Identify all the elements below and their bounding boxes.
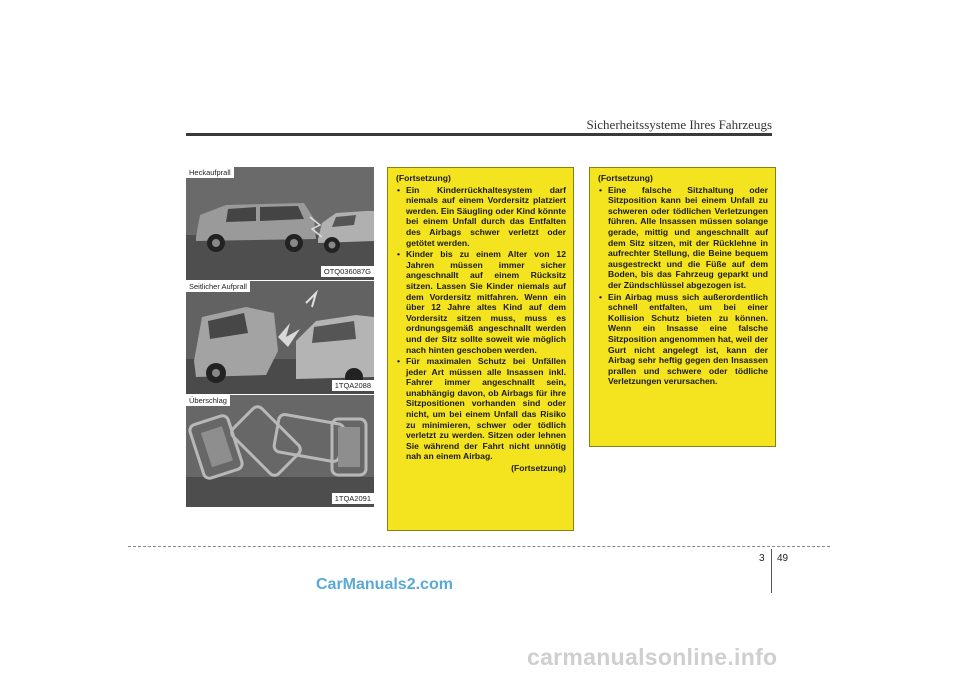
warning-box-left (387, 167, 574, 531)
watermark-carmanuals2: CarManuals2.com (316, 576, 453, 593)
warning-list (396, 185, 566, 462)
warning-item: • Kinder bis zu einem Alter von 12 Jahren müssen immer sicher angeschnallt auf einem Rücksitz sitzen. Lassen Sie Kinder niemals auf dem Vordersitz mitfahren. Wenn ein über 12 Jahre altes Kind auf dem Vordersitz sitzen muss, muss es ordnungsgemäß angeschnallt werden und der Sitz sollte soweit wie möglich nach hinten geschoben werden. (396, 249, 566, 355)
figure-label: Heckaufprall (186, 167, 234, 178)
figure-rear-impact (186, 167, 374, 280)
section-number: 3 (759, 553, 765, 564)
figure-code: 1TQA2091 (332, 493, 374, 504)
warning-list (598, 185, 768, 387)
header-rule (186, 133, 772, 136)
warning-item: • Eine falsche Sitzhaltung oder Sitzposition kann bei einem Unfall zu schweren oder tödlichen Verletzungen führen. Alle Insassen müssen solange gerade, mittig und angeschnallt auf dem Sitz sitzen, mit der Rücklehne in aufrechter Stellung, die Beine bequem ausgestreckt und die Füße auf dem Boden, bis das Fahrzeug geparkt und der Zündschlüssel abgezogen ist. (598, 185, 768, 291)
watermark-carmanualsonline: carmanualsonline.info (527, 644, 778, 670)
footer-rule (128, 546, 830, 547)
page-header-title: Sicherheitssysteme Ihres Fahrzeugs (586, 117, 772, 132)
figure-code: 1TQA2088 (332, 380, 374, 391)
side-impact-illustration (186, 281, 374, 394)
figure-label: Überschlag (186, 395, 230, 406)
continued-label: (Fortsetzung) (598, 173, 653, 183)
figure-label: Seitlicher Aufprall (186, 281, 250, 292)
warning-box-right (589, 167, 776, 447)
figure-side-impact (186, 281, 374, 394)
continued-label-end: (Fortsetzung) (511, 463, 566, 474)
figure-code: OTQ036087G (321, 266, 374, 277)
rollover-illustration (186, 395, 374, 507)
warning-item: • Ein Airbag muss sich außerordentlich schnell entfalten, um bei einer Kollision Schutz bieten zu können. Wenn ein Insasse eine falsche Sitzposition angenommen hat, weil der Gurt nicht angelegt ist, kann der Airbag sehr heftig gegen den Insassen prallen und schwere oder tödliche Verletzungen verursachen. (598, 292, 768, 387)
rear-impact-illustration (186, 167, 374, 280)
page-number-divider (771, 549, 772, 593)
figure-rollover (186, 395, 374, 507)
continued-label: (Fortsetzung) (396, 173, 451, 183)
warning-item: • Ein Kinderrückhaltesystem darf niemals auf einem Vordersitz platziert werden. Ein Säugling oder Kind könnte bei einem Unfall durch das Entfalten des Airbags schwer verletzt oder getötet werden. (396, 185, 566, 249)
page-number: 49 (777, 553, 789, 564)
warning-item: • Für maximalen Schutz bei Unfällen jeder Art müssen alle Insassen inkl. Fahrer immer angeschnallt sein, unabhängig davon, ob Airbags für ihre Sitzpositionen vorhanden sind oder nicht, um bei einem Unfall das Risiko zu minimieren, schwer oder tödlich verletzt zu werden. Sitzen oder lehnen Sie während der Fahrt nicht unnötig nah an einem Airbag. (396, 356, 566, 462)
